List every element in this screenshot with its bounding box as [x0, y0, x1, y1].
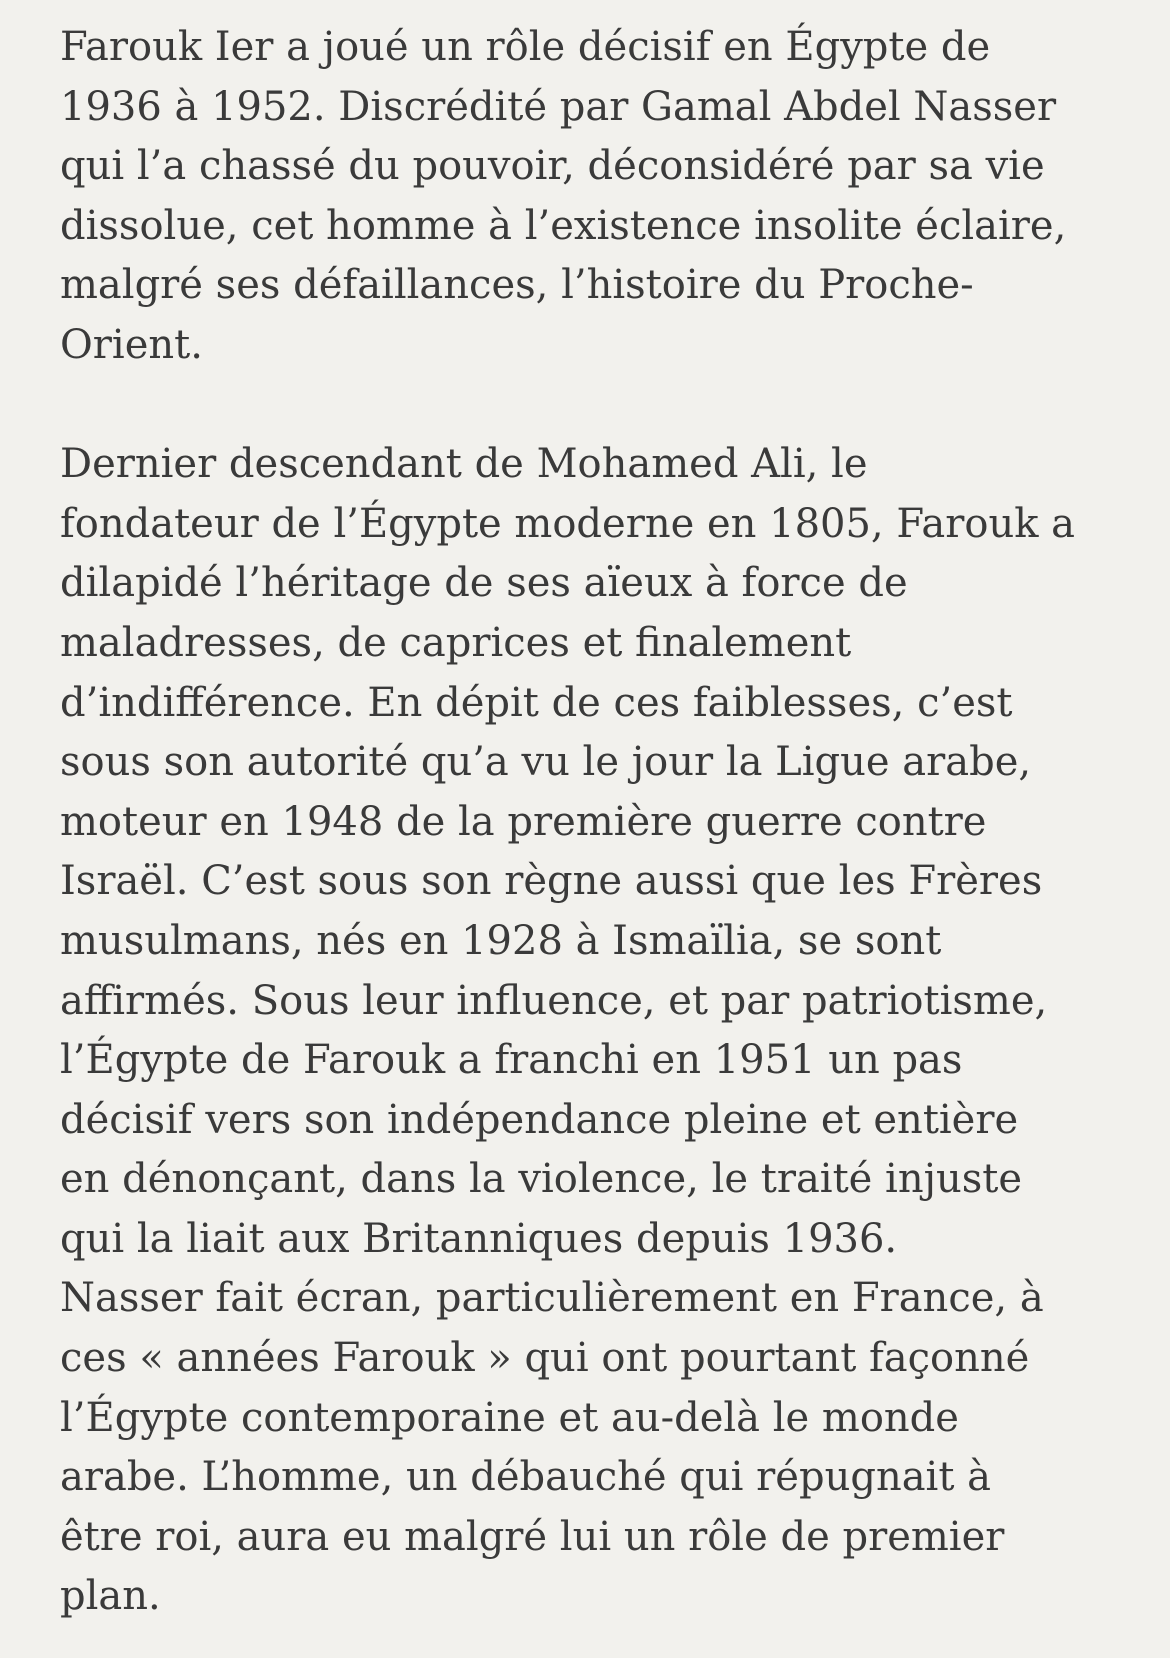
paragraph-spacer — [60, 376, 1120, 436]
paragraph-2 — [60, 435, 1120, 1627]
text-line: être roi, aura eu malgré lui un rôle de premier — [60, 1513, 1005, 1560]
text-line: Dernier descendant de Mohamed Ali, le — [60, 441, 868, 488]
text-line: dissolue, cet homme à l’existence insolite éclaire, — [60, 202, 1067, 249]
text-line: en dénonçant, dans la violence, le traité injuste — [60, 1156, 1023, 1203]
text-line: Orient. — [60, 321, 203, 368]
text-line: maladresses, de caprices et finalement — [60, 619, 852, 666]
text-line: Israël. C’est sous son règne aussi que les Frères — [60, 858, 1043, 905]
text-line: plan. — [60, 1573, 161, 1620]
text-line: décisif vers son indépendance pleine et entière — [60, 1096, 1019, 1143]
text-line: l’Égypte contemporaine et au-delà le monde — [60, 1394, 959, 1441]
article-body — [60, 18, 1120, 1627]
text-line: qui la liait aux Britanniques depuis 1936. — [60, 1215, 898, 1262]
text-line: Nasser fait écran, particulièrement en France, à — [60, 1275, 1044, 1322]
text-line: qui l’a chassé du pouvoir, déconsidéré par sa vie — [60, 143, 1045, 190]
text-line: affirmés. Sous leur influence, et par patriotisme, — [60, 977, 1048, 1024]
text-line: sous son autorité qu’a vu le jour la Ligue arabe, — [60, 739, 1032, 786]
text-line: d’indifférence. En dépit de ces faiblesses, c’est — [60, 679, 1013, 726]
text-line: musulmans, nés en 1928 à Ismaïlia, se sont — [60, 917, 942, 964]
text-line: ces « années Farouk » qui ont pourtant façonné — [60, 1335, 1030, 1382]
text-line: Farouk Ier a joué un rôle décisif en Égypte de — [60, 24, 991, 70]
text-line: fondateur de l’Égypte moderne en 1805, Farouk a — [60, 500, 1075, 547]
text-line: 1936 à 1952. Discrédité par Gamal Abdel Nasser — [60, 83, 1057, 130]
text-line: dilapidé l’héritage de ses aïeux à force de — [60, 560, 908, 607]
text-line: malgré ses défaillances, l’histoire du Proche- — [60, 262, 974, 309]
text-line: arabe. L’homme, un débauché qui répugnait à — [60, 1454, 991, 1501]
text-line: l’Égypte de Farouk a franchi en 1951 un pas — [60, 1037, 963, 1084]
paragraph-1 — [60, 18, 1120, 376]
text-line: moteur en 1948 de la première guerre contre — [60, 798, 987, 845]
